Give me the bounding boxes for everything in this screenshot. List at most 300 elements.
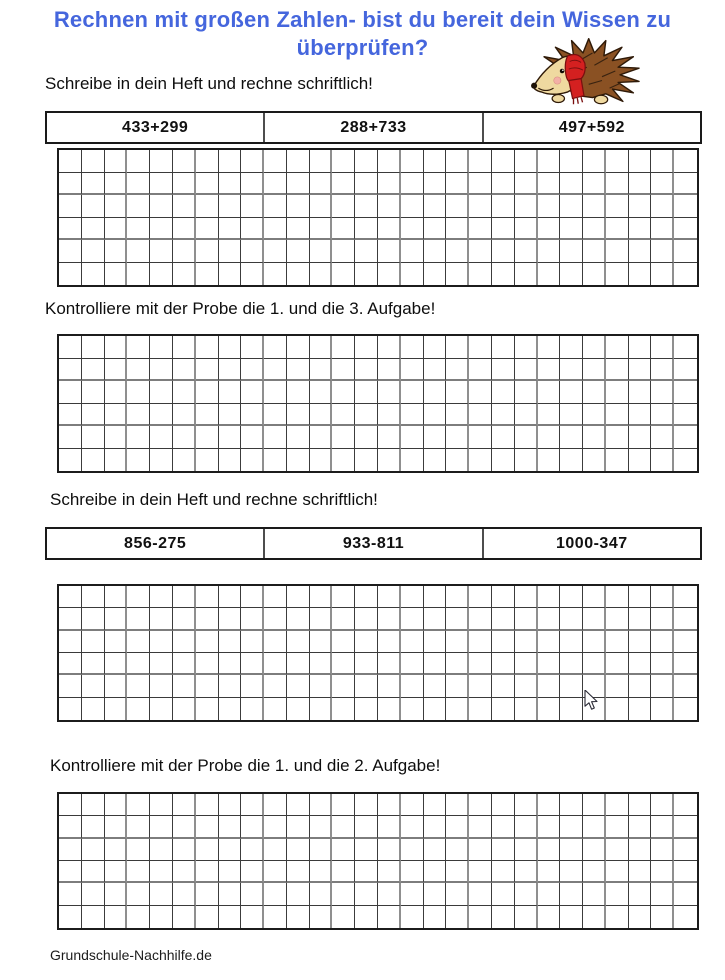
grid-cell (127, 794, 150, 816)
grid-cell (424, 359, 447, 382)
grid-cell (606, 195, 629, 218)
grid-cell (651, 883, 674, 905)
answer-grid-4 (57, 792, 699, 930)
grid-cell (651, 861, 674, 883)
grid-cell (241, 675, 264, 697)
grid-cell (378, 698, 401, 720)
grid-cell (629, 653, 652, 675)
grid-cell (127, 608, 150, 630)
grid-cell (127, 653, 150, 675)
grid-cell (59, 381, 82, 404)
grid-cell (127, 195, 150, 218)
grid-cell (492, 698, 515, 720)
grid-cell (310, 449, 333, 472)
grid-cell (560, 906, 583, 928)
grid-cell (492, 218, 515, 241)
grid-cell (82, 381, 105, 404)
grid-cell (674, 839, 697, 861)
grid-cell (583, 883, 606, 905)
grid-cell (515, 608, 538, 630)
grid-cell (469, 883, 492, 905)
grid-cell (492, 449, 515, 472)
grid-cell (127, 150, 150, 173)
grid-cell (173, 240, 196, 263)
grid-cell (59, 906, 82, 928)
grid-cell (287, 449, 310, 472)
grid-cell (583, 218, 606, 241)
grid-cell (629, 839, 652, 861)
grid-cell (674, 675, 697, 697)
grid-cell (515, 404, 538, 427)
grid-cell (629, 883, 652, 905)
grid-cell (264, 381, 287, 404)
grid-cell (560, 839, 583, 861)
grid-cell (241, 861, 264, 883)
grid-cell (492, 404, 515, 427)
grid-cell (127, 240, 150, 263)
grid-cell (173, 263, 196, 286)
grid-cell (583, 816, 606, 838)
grid-cell (492, 426, 515, 449)
grid-cell (538, 883, 561, 905)
instruction-3: Schreibe in dein Heft und rechne schriftlich! (50, 490, 378, 509)
grid-cell (401, 150, 424, 173)
grid-cell (492, 675, 515, 697)
grid-cell (332, 150, 355, 173)
grid-cell (401, 839, 424, 861)
grid-cell (355, 218, 378, 241)
grid-cell (355, 173, 378, 196)
grid-cell (150, 336, 173, 359)
grid-cell (492, 586, 515, 608)
grid-cell (150, 794, 173, 816)
grid-cell (674, 336, 697, 359)
grid-cell (264, 608, 287, 630)
grid-cell (446, 150, 469, 173)
grid-cell (515, 586, 538, 608)
grid-cell (401, 631, 424, 653)
grid-cell (492, 906, 515, 928)
grid-cell (127, 816, 150, 838)
grid-cell (241, 631, 264, 653)
grid-cell (82, 883, 105, 905)
grid-cell (196, 861, 219, 883)
grid-cell (538, 653, 561, 675)
grid-cell (651, 839, 674, 861)
grid-cell (515, 359, 538, 382)
grid-cell (241, 218, 264, 241)
grid-cell (401, 449, 424, 472)
grid-cell (538, 631, 561, 653)
grid-cell (674, 195, 697, 218)
grid-cell (105, 218, 128, 241)
grid-cell (127, 263, 150, 286)
grid-cell (606, 449, 629, 472)
grid-cell (355, 653, 378, 675)
grid-cell (241, 906, 264, 928)
grid-cell (446, 381, 469, 404)
grid-cell (196, 675, 219, 697)
grid-cell (560, 631, 583, 653)
grid-cell (241, 794, 264, 816)
grid-cell (105, 608, 128, 630)
grid-cell (287, 794, 310, 816)
grid-cell (310, 150, 333, 173)
grid-cell (469, 586, 492, 608)
grid-cell (82, 653, 105, 675)
problem-table-2 (45, 527, 702, 560)
grid-cell (264, 449, 287, 472)
grid-cell (196, 586, 219, 608)
grid-cell (446, 675, 469, 697)
grid-cell (264, 404, 287, 427)
grid-cell (515, 336, 538, 359)
grid-cell (492, 359, 515, 382)
grid-cell (105, 586, 128, 608)
grid-cell (59, 586, 82, 608)
grid-cell (651, 449, 674, 472)
grid-cell (173, 195, 196, 218)
grid-cell (105, 794, 128, 816)
grid-cell (241, 426, 264, 449)
grid-cell (515, 218, 538, 241)
grid-cell (287, 816, 310, 838)
grid-cell (469, 449, 492, 472)
grid-cell (469, 794, 492, 816)
grid-cell (105, 404, 128, 427)
problem-cell: 433+299 (47, 113, 265, 142)
grid-cell (538, 675, 561, 697)
grid-cell (538, 794, 561, 816)
grid-cell (469, 426, 492, 449)
grid-cell (629, 150, 652, 173)
grid-cell (355, 381, 378, 404)
grid-cell (401, 359, 424, 382)
grid-cell (469, 608, 492, 630)
grid-cell (606, 336, 629, 359)
grid-cell (105, 861, 128, 883)
grid-cell (629, 195, 652, 218)
grid-cell (674, 381, 697, 404)
grid-cell (424, 839, 447, 861)
grid-cell (583, 173, 606, 196)
grid-cell (219, 218, 242, 241)
grid-cell (606, 794, 629, 816)
grid-cell (127, 675, 150, 697)
grid-cell (424, 173, 447, 196)
grid-cell (105, 359, 128, 382)
problem-cell: 288+733 (265, 113, 483, 142)
grid-cell (310, 263, 333, 286)
grid-cell (446, 218, 469, 241)
grid-cell (127, 586, 150, 608)
grid-cell (59, 883, 82, 905)
grid-cell (196, 195, 219, 218)
grid-cell (196, 381, 219, 404)
grid-cell (446, 608, 469, 630)
grid-cell (355, 631, 378, 653)
grid-cell (651, 653, 674, 675)
grid-cell (196, 426, 219, 449)
grid-cell (219, 173, 242, 196)
grid-cell (150, 861, 173, 883)
grid-cell (150, 608, 173, 630)
grid-cell (583, 653, 606, 675)
grid-cell (105, 173, 128, 196)
grid-cell (629, 381, 652, 404)
grid-cell (583, 426, 606, 449)
grid-cell (446, 240, 469, 263)
grid-cell (469, 698, 492, 720)
grid-cell (446, 839, 469, 861)
grid-cell (651, 608, 674, 630)
grid-cell (378, 586, 401, 608)
grid-cell (310, 336, 333, 359)
grid-cell (583, 359, 606, 382)
grid-cell (150, 195, 173, 218)
grid-cell (287, 336, 310, 359)
grid-cell (446, 631, 469, 653)
grid-cell (150, 218, 173, 241)
grid-cell (606, 906, 629, 928)
grid-cell (469, 906, 492, 928)
grid-cell (606, 218, 629, 241)
grid-cell (606, 586, 629, 608)
grid-cell (629, 586, 652, 608)
grid-cell (674, 426, 697, 449)
grid-cell (606, 173, 629, 196)
grid-cell (629, 426, 652, 449)
grid-cell (515, 794, 538, 816)
grid-cell (105, 150, 128, 173)
grid-cell (127, 698, 150, 720)
grid-cell (105, 240, 128, 263)
grid-cell (105, 839, 128, 861)
grid-cell (424, 906, 447, 928)
grid-cell (651, 631, 674, 653)
grid-cell (82, 906, 105, 928)
grid-cell (196, 883, 219, 905)
grid-cell (310, 698, 333, 720)
grid-cell (378, 906, 401, 928)
grid-cell (469, 404, 492, 427)
grid-cell (401, 336, 424, 359)
grid-cell (583, 839, 606, 861)
grid-cell (264, 173, 287, 196)
grid-cell (332, 839, 355, 861)
grid-cell (150, 631, 173, 653)
grid-cell (196, 240, 219, 263)
grid-cell (82, 586, 105, 608)
grid-cell (150, 586, 173, 608)
grid-cell (150, 173, 173, 196)
grid-cell (196, 816, 219, 838)
grid-cell (287, 698, 310, 720)
grid-cell (150, 883, 173, 905)
grid-cell (629, 263, 652, 286)
grid-cell (378, 883, 401, 905)
grid-cell (515, 631, 538, 653)
grid-cell (332, 586, 355, 608)
grid-cell (219, 359, 242, 382)
grid-cell (492, 861, 515, 883)
grid-cell (82, 336, 105, 359)
instruction-2: Kontrolliere mit der Probe die 1. und die 3. Aufgabe! (45, 299, 436, 318)
grid-cell (560, 861, 583, 883)
grid-cell (59, 675, 82, 697)
grid-cell (446, 653, 469, 675)
grid-cell (105, 381, 128, 404)
grid-cell (196, 263, 219, 286)
grid-cell (515, 449, 538, 472)
grid-cell (241, 608, 264, 630)
grid-cell (219, 839, 242, 861)
grid-cell (241, 173, 264, 196)
grid-cell (105, 698, 128, 720)
grid-cell (378, 336, 401, 359)
grid-cell (378, 195, 401, 218)
grid-cell (492, 653, 515, 675)
grid-cell (651, 359, 674, 382)
grid-cell (332, 218, 355, 241)
grid-cell (287, 263, 310, 286)
grid-cell (629, 631, 652, 653)
grid-cell (332, 883, 355, 905)
grid-cell (105, 675, 128, 697)
grid-cell (196, 404, 219, 427)
problem-cell: 856-275 (47, 529, 265, 558)
grid-cell (264, 263, 287, 286)
grid-cell (82, 240, 105, 263)
grid-cell (332, 336, 355, 359)
grid-cell (424, 195, 447, 218)
grid-cell (310, 794, 333, 816)
grid-cell (310, 404, 333, 427)
grid-cell (560, 218, 583, 241)
grid-cell (378, 173, 401, 196)
grid-cell (538, 381, 561, 404)
grid-cell (150, 240, 173, 263)
grid-cell (583, 794, 606, 816)
grid-cell (651, 195, 674, 218)
grid-cell (127, 883, 150, 905)
grid-cell (629, 675, 652, 697)
grid-cell (674, 906, 697, 928)
grid-cell (127, 861, 150, 883)
page-title-line2: überprüfen? (296, 35, 429, 60)
grid-cell (241, 839, 264, 861)
grid-cell (424, 218, 447, 241)
grid-cell (560, 608, 583, 630)
instruction-1: Schreibe in dein Heft und rechne schriftlich! (45, 74, 373, 93)
grid-cell (287, 195, 310, 218)
grid-cell (127, 359, 150, 382)
grid-cell (469, 359, 492, 382)
grid-cell (287, 608, 310, 630)
grid-cell (173, 861, 196, 883)
grid-cell (310, 816, 333, 838)
grid-cell (583, 336, 606, 359)
grid-cell (287, 653, 310, 675)
grid-cell (446, 794, 469, 816)
grid-cell (629, 698, 652, 720)
grid-cell (560, 449, 583, 472)
grid-cell (401, 608, 424, 630)
grid-cell (606, 426, 629, 449)
grid-cell (59, 794, 82, 816)
grid-cell (674, 816, 697, 838)
grid-cell (583, 150, 606, 173)
grid-cell (651, 218, 674, 241)
grid-cell (560, 653, 583, 675)
grid-cell (82, 426, 105, 449)
grid-cell (424, 631, 447, 653)
grid-cell (173, 839, 196, 861)
grid-cell (219, 586, 242, 608)
grid-cell (560, 698, 583, 720)
grid-cell (173, 883, 196, 905)
grid-cell (606, 150, 629, 173)
grid-cell (82, 675, 105, 697)
grid-cell (332, 794, 355, 816)
grid-cell (674, 150, 697, 173)
grid-cell (264, 240, 287, 263)
grid-cell (606, 861, 629, 883)
grid-cell (606, 263, 629, 286)
grid-cell (355, 449, 378, 472)
grid-cell (378, 608, 401, 630)
grid-cell (651, 586, 674, 608)
grid-cell (651, 173, 674, 196)
grid-cell (401, 675, 424, 697)
grid-cell (538, 698, 561, 720)
grid-cell (492, 240, 515, 263)
grid-cell (515, 653, 538, 675)
grid-cell (378, 816, 401, 838)
grid-cell (560, 173, 583, 196)
grid-cell (264, 359, 287, 382)
grid-cell (219, 794, 242, 816)
grid-cell (150, 675, 173, 697)
grid-cell (401, 195, 424, 218)
grid-cell (606, 839, 629, 861)
grid-cell (651, 426, 674, 449)
grid-cell (446, 173, 469, 196)
grid-cell (606, 359, 629, 382)
grid-cell (105, 653, 128, 675)
grid-cell (469, 195, 492, 218)
grid-cell (59, 336, 82, 359)
grid-cell (651, 336, 674, 359)
grid-cell (515, 195, 538, 218)
grid-cell (241, 150, 264, 173)
grid-cell (538, 816, 561, 838)
grid-cell (310, 359, 333, 382)
grid-cell (82, 861, 105, 883)
instruction-4: Kontrolliere mit der Probe die 1. und die 2. Aufgabe! (50, 756, 441, 775)
grid-cell (492, 816, 515, 838)
grid-cell (492, 631, 515, 653)
grid-cell (241, 404, 264, 427)
grid-cell (469, 173, 492, 196)
grid-cell (651, 675, 674, 697)
grid-cell (606, 381, 629, 404)
grid-cell (424, 698, 447, 720)
grid-cell (515, 698, 538, 720)
grid-cell (173, 586, 196, 608)
grid-cell (515, 839, 538, 861)
grid-cell (59, 240, 82, 263)
